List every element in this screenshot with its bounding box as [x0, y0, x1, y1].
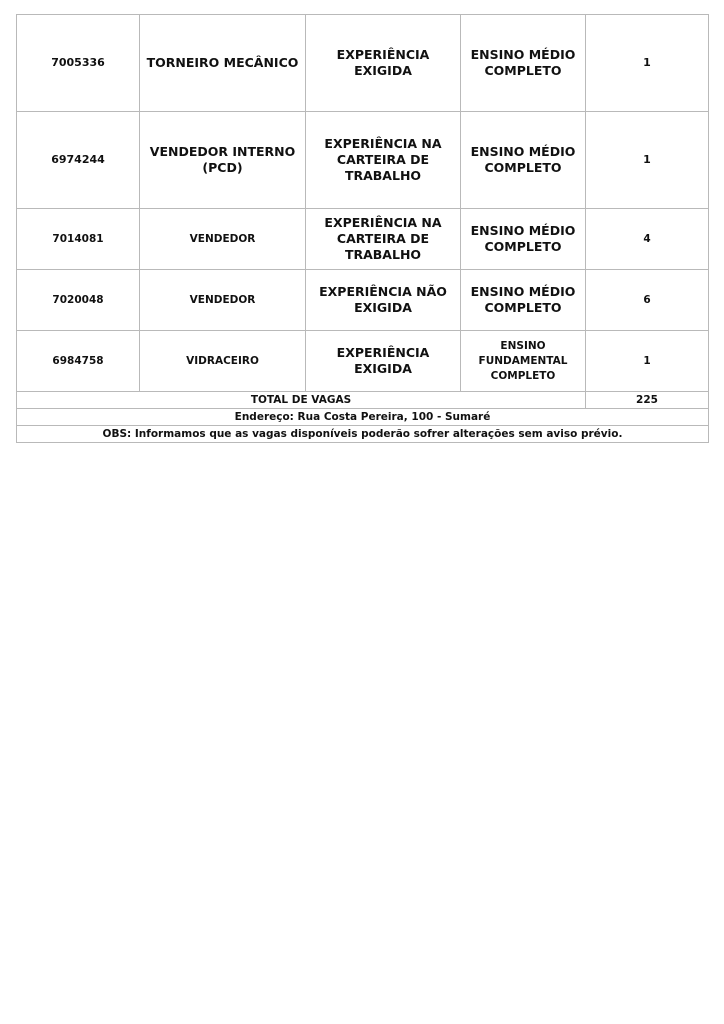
- table-row: [17, 15, 709, 112]
- job-education: ENSINO MÉDIO COMPLETO: [461, 270, 586, 331]
- job-code: 6974244: [17, 112, 140, 209]
- job-experience: EXPERIÊNCIA EXIGIDA: [306, 15, 461, 112]
- job-title: TORNEIRO MECÂNICO: [140, 15, 306, 112]
- job-vacancies-table: [16, 14, 709, 443]
- job-education: ENSINO MÉDIO COMPLETO: [461, 15, 586, 112]
- job-vacancies: 1: [586, 112, 709, 209]
- table-row: [17, 331, 709, 392]
- note-row: [17, 426, 709, 443]
- job-code: 7005336: [17, 15, 140, 112]
- job-experience: EXPERIÊNCIA NA CARTEIRA DE TRABALHO: [306, 112, 461, 209]
- job-vacancies: 1: [586, 15, 709, 112]
- table-row: [17, 209, 709, 270]
- address-text: Endereço: Rua Costa Pereira, 100 - Sumaré: [17, 409, 709, 426]
- address-row: [17, 409, 709, 426]
- job-education: ENSINO MÉDIO COMPLETO: [461, 112, 586, 209]
- job-code: 7020048: [17, 270, 140, 331]
- job-title: VENDEDOR INTERNO (PCD): [140, 112, 306, 209]
- job-code: 6984758: [17, 331, 140, 392]
- job-vacancies: 1: [586, 331, 709, 392]
- job-title: VIDRACEIRO: [140, 331, 306, 392]
- job-education: ENSINO MÉDIO COMPLETO: [461, 209, 586, 270]
- total-value: 225: [586, 392, 709, 409]
- job-experience: EXPERIÊNCIA NÃO EXIGIDA: [306, 270, 461, 331]
- total-label: TOTAL DE VAGAS: [17, 392, 586, 409]
- job-title: VENDEDOR: [140, 209, 306, 270]
- job-experience: EXPERIÊNCIA NA CARTEIRA DE TRABALHO: [306, 209, 461, 270]
- job-vacancies: 4: [586, 209, 709, 270]
- job-experience: EXPERIÊNCIA EXIGIDA: [306, 331, 461, 392]
- job-title: VENDEDOR: [140, 270, 306, 331]
- table-row: [17, 112, 709, 209]
- total-row: [17, 392, 709, 409]
- job-code: 7014081: [17, 209, 140, 270]
- job-vacancies: 6: [586, 270, 709, 331]
- job-education: ENSINO FUNDAMENTAL COMPLETO: [461, 331, 586, 392]
- note-text: OBS: Informamos que as vagas disponíveis poderão sofrer alterações sem aviso prévio.: [17, 426, 709, 443]
- table-row: [17, 270, 709, 331]
